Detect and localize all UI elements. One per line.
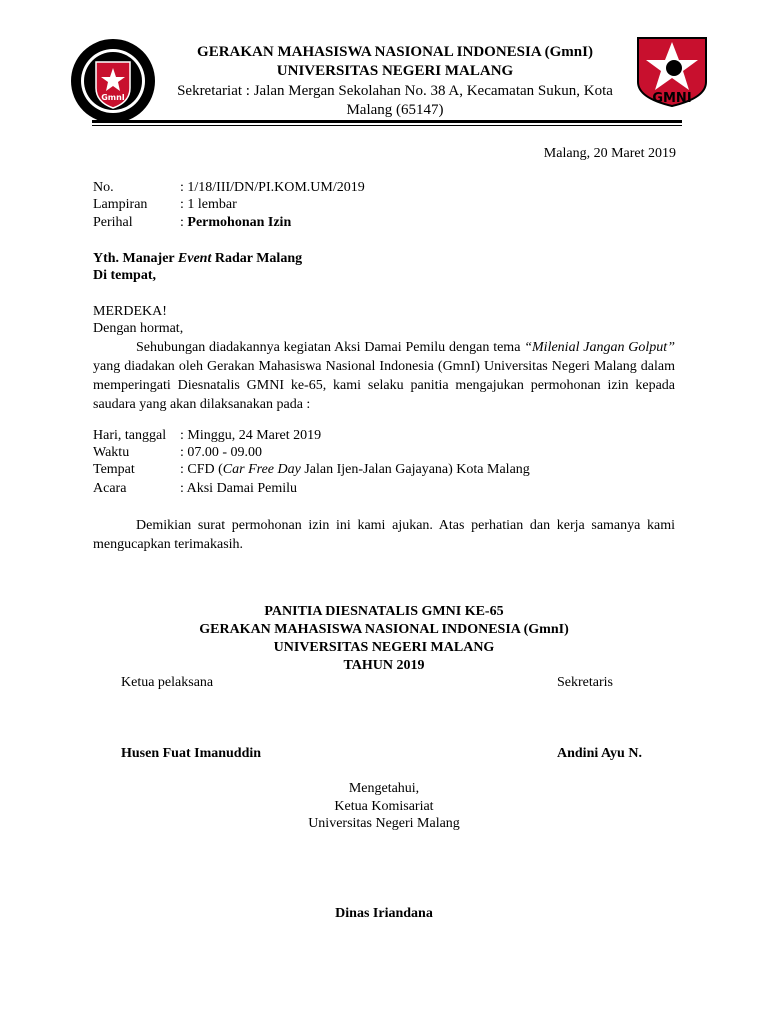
ack-line-3: Universitas Negeri Malang <box>308 816 460 831</box>
tempat-suffix: Jalan Ijen-Jalan Gajayana) Kota Malang <box>300 462 530 477</box>
no-label: No. <box>93 180 114 195</box>
committee-university: UNIVERSITAS NEGERI MALANG <box>273 640 495 655</box>
closing-paragraph: Demikian surat permohonan izin ini kami ajukan. Atas perhatian dan kerja samanya kami mengucapkan terimakasih. <box>93 518 675 552</box>
tempat-label: Tempat <box>93 462 135 477</box>
acara-value: : Aksi Damai Pemilu <box>180 481 298 496</box>
perihal-value: Permohonan Izin <box>187 215 292 230</box>
perihal-label: Perihal <box>93 215 133 230</box>
waktu-label: Waktu <box>93 445 130 460</box>
org-name: GERAKAN MAHASISWA NASIONAL INDONESIA (GmnI) <box>197 44 593 60</box>
left-signer-name: Husen Fuat Imanuddin <box>121 746 262 761</box>
ack-line-2: Ketua Komisariat <box>334 799 434 814</box>
committee-org: GERAKAN MAHASISWA NASIONAL INDONESIA (GmnI) <box>199 622 569 637</box>
recipient-prefix: Yth. Manajer <box>93 251 178 266</box>
header-rule-thick <box>92 120 682 123</box>
tempat-row <box>180 461 530 479</box>
date-line: Malang, 20 Maret 2019 <box>543 146 676 161</box>
left-signer-role: Ketua pelaksana <box>121 675 214 690</box>
recipient-place: Di tempat, <box>93 268 156 283</box>
gmni-left-logo <box>70 38 156 124</box>
acara-label: Acara <box>93 481 127 496</box>
no-value: : 1/18/III/DN/PI.KOM.UM/2019 <box>180 180 365 195</box>
perihal-row <box>180 214 291 232</box>
tempat-italic: Car Free Day <box>222 462 301 477</box>
perihal-colon: : <box>180 215 188 230</box>
greeting-merdeka: MERDEKA! <box>93 304 167 319</box>
para1-theme: “Milenial Jangan Golput” <box>524 340 675 355</box>
header-rule-thin <box>92 125 682 126</box>
right-signer-role: Sekretaris <box>557 675 613 690</box>
committee-title: PANITIA DIESNATALIS GMNI KE-65 <box>264 604 504 619</box>
ack-line-1: Mengetahui, <box>348 781 420 796</box>
lampiran-value: : 1 lembar <box>180 197 237 212</box>
recipient-line <box>93 250 302 268</box>
body-paragraph <box>93 338 675 414</box>
greeting-hormat: Dengan hormat, <box>93 321 184 336</box>
right-logo-text: GMNI <box>652 91 692 106</box>
waktu-value: : 07.00 - 09.00 <box>180 445 263 460</box>
lampiran-label: Lampiran <box>93 197 148 212</box>
tempat-prefix: : CFD ( <box>180 462 223 477</box>
address-line-1: Sekretariat : Jalan Mergan Sekolahan No. 38 A, Kecamatan Sukun, Kota <box>177 83 613 99</box>
address-line-2: Malang (65147) <box>346 102 444 118</box>
university-name: UNIVERSITAS NEGERI MALANG <box>276 63 514 79</box>
para1-end: yang diadakan oleh Gerakan Mahasiswa Nasional Indonesia (GmnI) Universitas Negeri Malang dalam memperingati Diesnatalis GMNI ke-65, kami selaku panitia mengajukan permohonan izin kepada saudara yang akan dilaksanakan pada : <box>93 359 675 412</box>
gmni-right-logo <box>636 36 708 108</box>
para1-start: Sehubungan diadakannya kegiatan Aksi Damai Pemilu dengan tema <box>136 340 525 355</box>
ack-signer-name: Dinas Iriandana <box>335 906 433 921</box>
right-signer-name: Andini Ayu N. <box>557 746 642 761</box>
recipient-suffix: Radar Malang <box>211 251 303 266</box>
recipient-event-word: Event <box>177 251 212 266</box>
hari-label: Hari, tanggal <box>93 428 167 443</box>
left-logo-text: GmnI <box>101 93 125 102</box>
committee-year: TAHUN 2019 <box>343 658 425 673</box>
hari-value: : Minggu, 24 Maret 2019 <box>180 428 322 443</box>
